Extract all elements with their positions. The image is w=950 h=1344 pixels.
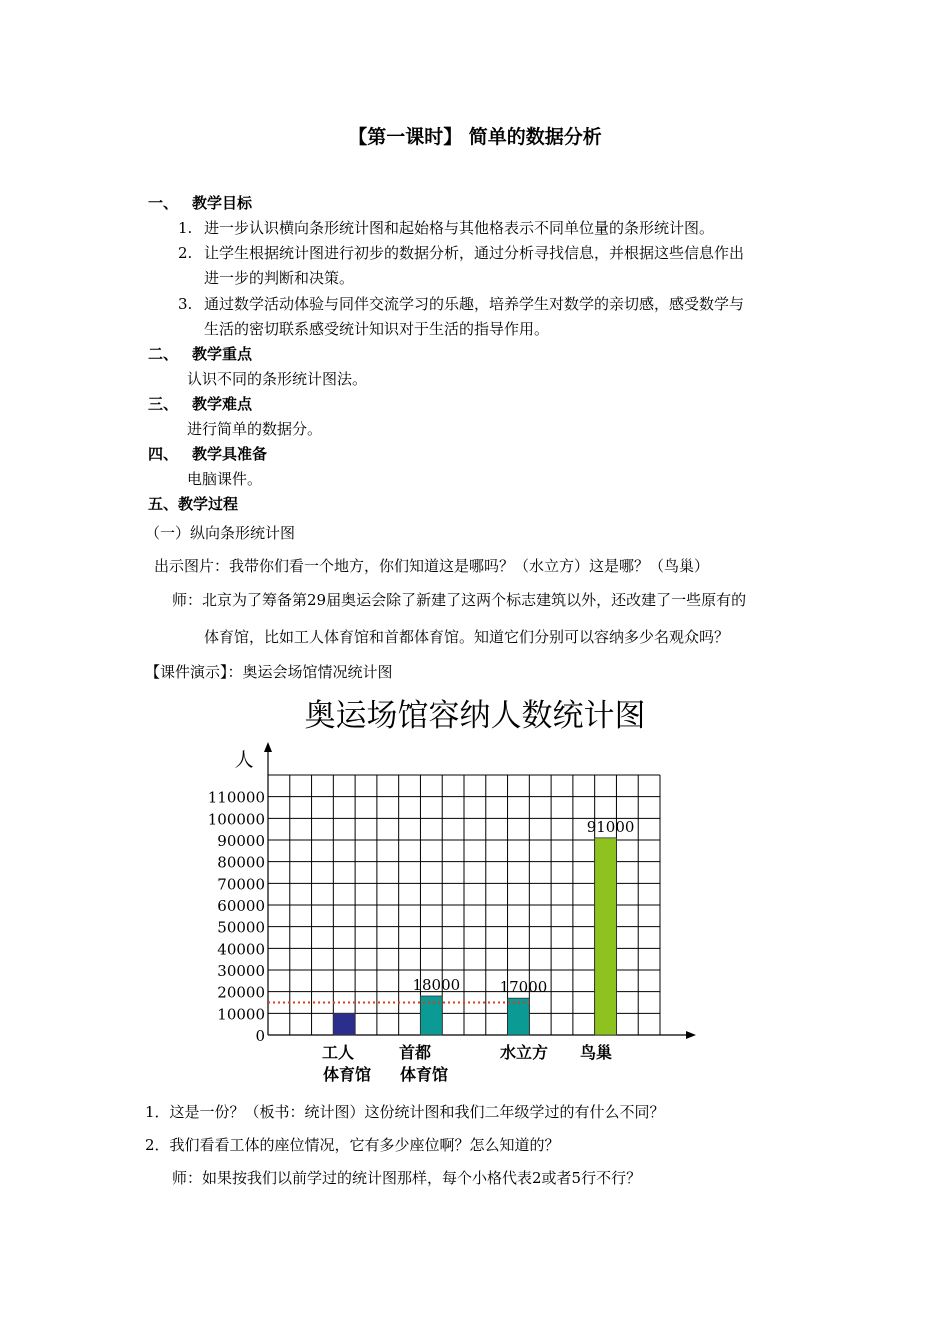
chart-y-ticks <box>208 789 265 1045</box>
page-title: 【第一课时】 简单的数据分析 <box>348 126 602 148</box>
y-tick-label: 90000 <box>217 832 265 850</box>
category-label: 工人 <box>321 1043 355 1062</box>
section-3-number: 三、 <box>148 395 179 413</box>
section-2-label: 教学重点 <box>192 345 253 363</box>
section-3-label: 教学难点 <box>192 395 253 413</box>
section-4-label: 教学具准备 <box>192 445 268 463</box>
category-label-line-2: 体育馆 <box>322 1065 372 1084</box>
y-tick-label: 60000 <box>217 897 265 915</box>
y-tick-label: 100000 <box>207 810 265 829</box>
y-tick-label: 0 <box>255 1027 265 1045</box>
section-4-body: 电脑课件。 <box>187 470 263 488</box>
bar <box>333 1013 355 1035</box>
category-label: 首都 <box>398 1043 432 1062</box>
data-label: 91000 <box>586 817 635 836</box>
category-label: 水立方 <box>499 1043 549 1062</box>
goal-2-line-2: 进一步的判断和决策。 <box>204 269 355 287</box>
goal-2-line-1: 让学生根据统计图进行初步的数据分析，通过分析寻找信息，并根据这些信息作出 <box>204 244 745 262</box>
paragraph-2-line-1: 师：北京为了筹备第29届奥运会除了新建了这两个标志建筑以外，还改建了一些原有的 <box>172 591 747 609</box>
question-3: 师：如果按我们以前学过的统计图那样，每个小格代表2或者5行不行？ <box>172 1169 642 1187</box>
question-1: 1．这是一份？（板书：统计图）这份统计图和我们二年级学过的有什么不同？ <box>145 1103 665 1121</box>
y-tick-label: 50000 <box>217 918 265 937</box>
goal-1-line-1: 进一步认识横向条形统计图和起始格与其他格表示不同单位量的条形统计图。 <box>204 219 715 237</box>
section-1-label: 教学目标 <box>192 194 253 212</box>
y-tick-label: 110000 <box>207 788 265 807</box>
y-axis-arrow <box>264 742 272 752</box>
question-2: 2．我们看看工体的座位情况，它有多少座位啊？怎么知道的？ <box>145 1136 560 1154</box>
goal-2-number: 2. <box>178 244 193 262</box>
bar <box>508 998 530 1035</box>
section-2-body: 认识不同的条形统计图法。 <box>187 370 368 388</box>
section-1-number: 一、 <box>148 194 179 212</box>
y-tick-label: 20000 <box>217 983 265 1002</box>
section-4-number: 四、 <box>148 445 179 463</box>
section-2-number: 二、 <box>148 345 179 363</box>
category-label-line-2: 体育馆 <box>399 1065 449 1084</box>
x-axis-arrow <box>686 1031 696 1039</box>
chart-category-labels <box>322 1043 612 1084</box>
y-tick-label: 80000 <box>217 853 265 872</box>
section-3-body: 进行简单的数据分。 <box>187 420 323 438</box>
subsection-1: （一）纵向条形统计图 <box>145 524 296 542</box>
y-tick-label: 40000 <box>217 940 265 959</box>
goal-3-line-1: 通过数学活动体验与同伴交流学习的乐趣，培养学生对数学的亲切感，感受数学与 <box>204 295 745 313</box>
y-tick-label: 30000 <box>217 962 265 980</box>
chart-axes <box>264 742 696 1039</box>
goal-3-line-2: 生活的密切联系感受统计知识对于生活的指导作用。 <box>204 320 550 338</box>
data-label: 17000 <box>499 978 548 997</box>
data-label: 18000 <box>412 976 461 994</box>
y-tick-label: 10000 <box>217 1005 265 1024</box>
section-5-heading: 五、教学过程 <box>148 495 239 513</box>
courseware-demo-label: 【课件演示】：奥运会场馆情况统计图 <box>145 663 393 681</box>
category-label: 鸟巢 <box>579 1043 613 1062</box>
chart-y-axis-label: 人 <box>234 749 254 771</box>
y-tick-label: 70000 <box>217 875 265 894</box>
chart-title: 奥运场馆容纳人数统计图 <box>304 698 646 734</box>
goal-1-number: 1. <box>178 219 193 237</box>
goal-3-number: 3. <box>178 295 193 313</box>
paragraph-2-line-2: 体育馆，比如工人体育馆和首都体育馆。知道它们分别可以容纳多少名观众吗？ <box>204 628 730 646</box>
bar <box>595 838 617 1035</box>
paragraph-1: 出示图片：我带你们看一个地方，你们知道这是哪吗？（水立方）这是哪？（鸟巢） <box>154 557 710 575</box>
